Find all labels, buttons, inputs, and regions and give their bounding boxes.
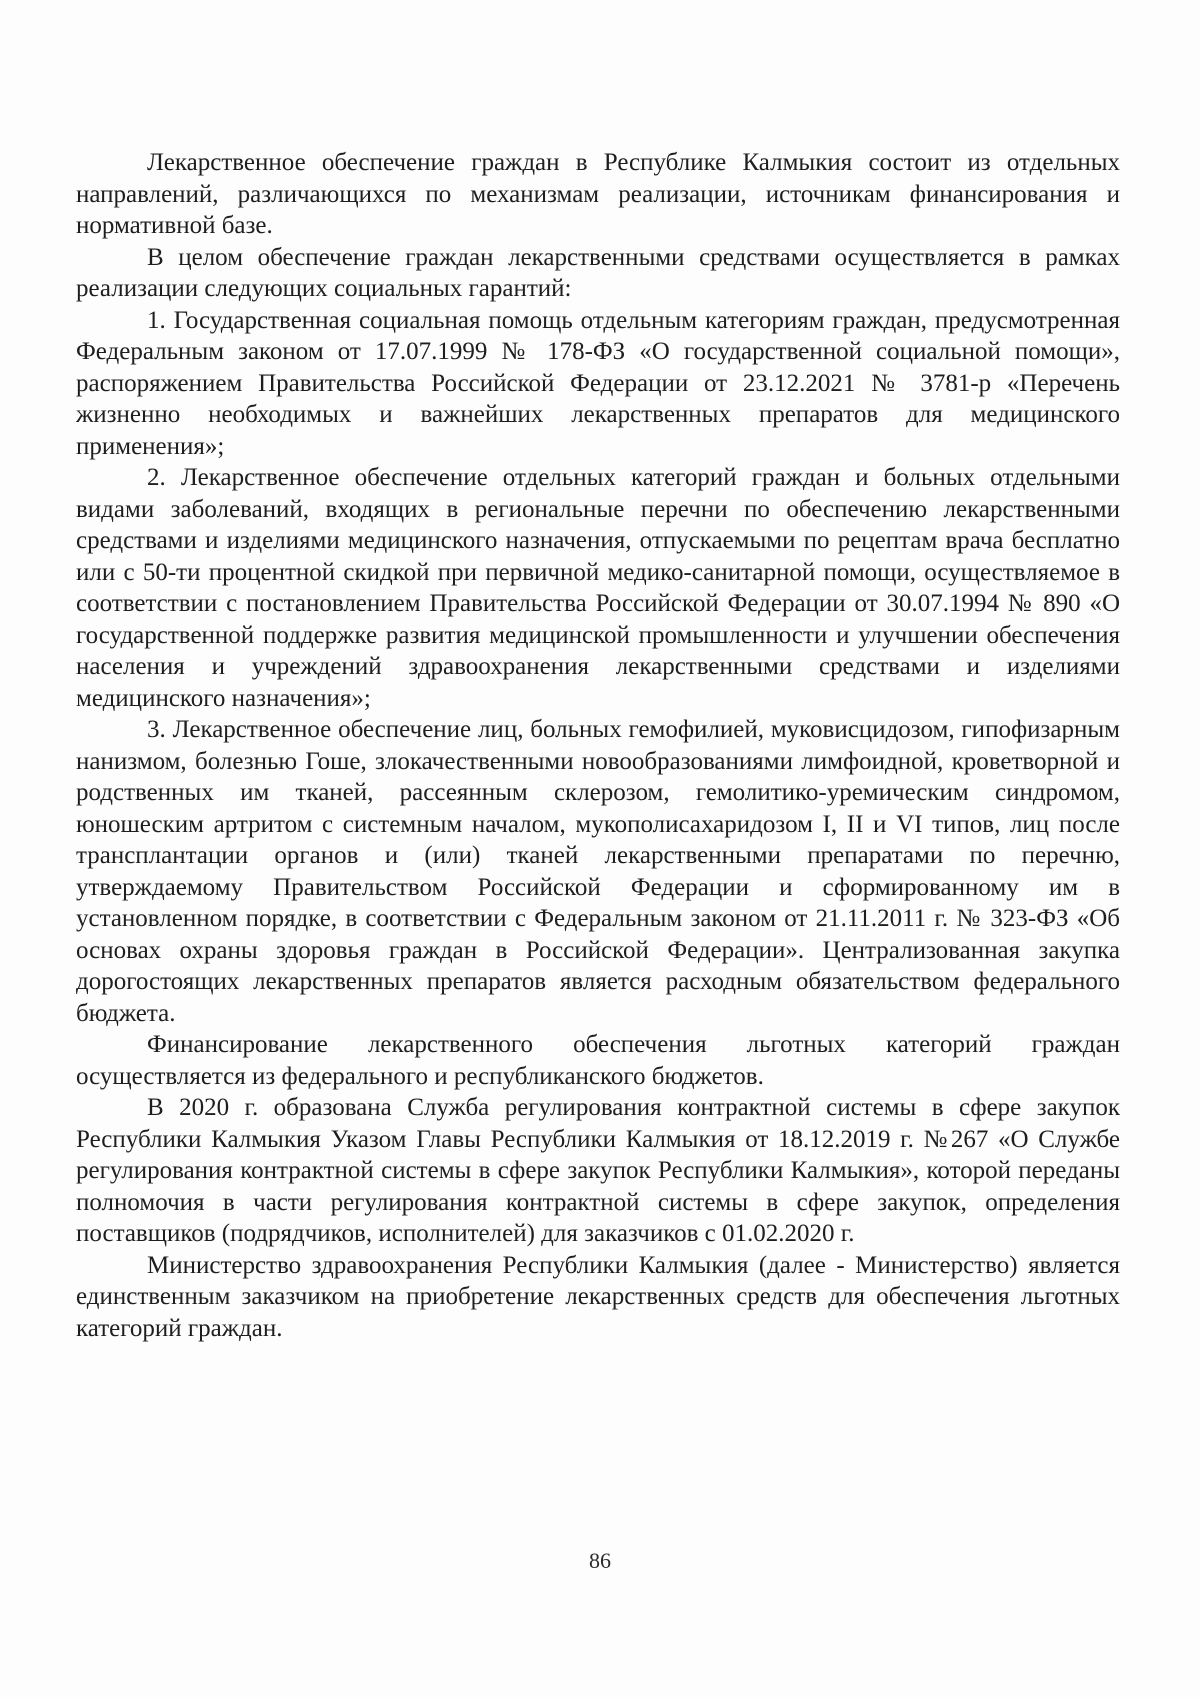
paragraph-item-1: 1. Государственная социальная помощь отдельным категориям граждан, предусмотренная Федеральным законом от 17.07.1999 № 178-ФЗ «О государственной социальной помощи», распоряжением Правительства Российской Федерации от 23.12.2021 № 3781-р «Перечень жизненно необходимых и важнейших лекарственных препаратов для медицинского применения»;: [76, 306, 1120, 460]
paragraph-item-2: 2. Лекарственное обеспечение отдельных категорий граждан и больных отдельными видами заболеваний, входящих в региональные перечни по обеспечению лекарственными средствами и изделиями медицинского назначения, отпускаемыми по рецептам врача бесплатно или с 50-ти процентной скидкой при первичной медико-санитарной помощи, осуществляемое в соответствии с постановлением Правительства Российской Федерации от 30.07.1994 № 890 «О государственной поддержке развития медицинской промышленности и улучшении обеспечения населения и учреждений здравоохранения лекарственными средствами и изделиями медицинского назначения»;: [76, 464, 1120, 712]
paragraph-ministry: Министерство здравоохранения Республики Калмыкия (далее - Министерство) является единственным заказчиком на приобретение лекарственных средств для обеспечения льготных категорий граждан.: [76, 1251, 1120, 1342]
body-text: [76, 147, 1120, 1344]
paragraph-item-3: 3. Лекарственное обеспечение лиц, больных гемофилией, муковисцидозом, гипофизарным нанизмом, болезнью Гоше, злокачественными новообразованиями лимфоидной, кроветворной и родственных им тканей, рассеянным склерозом, гемолитико-уремическим синдромом, юношеским артритом с системным началом, мукополисахаридозом I, II и VI типов, лиц после трансплантации органов и (или) тканей лекарственными препаратами по перечню, утверждаемому Правительством Российской Федерации и сформированному им в установленном порядке, в соответствии с Федеральным законом от 21.11.2011 г. № 323-ФЗ «Об основах охраны здоровья граждан в Российской Федерации». Централизованная закупка дорогостоящих лекарственных препаратов является расходным обязательством федерального бюджета.: [76, 716, 1120, 1027]
paragraph-guarantees: В целом обеспечение граждан лекарственными средствами осуществляется в рамках реализации следующих социальных гарантий:: [76, 243, 1120, 302]
page-number: 86: [589, 1548, 611, 1573]
paragraph-procurement-service: В 2020 г. образована Служба регулирования контрактной системы в сфере закупок Республики Калмыкия Указом Главы Республики Калмыкия от 18.12.2019 г. №267 «О Службе регулирования контрактной системы в сфере закупок Республики Калмыкия», которой переданы полномочия в части регулирования контрактной системы в сфере закупок, определения поставщиков (подрядчиков, исполнителей) для заказчиков с 01.02.2020 г.: [76, 1094, 1120, 1247]
paragraph-financing: Финансирование лекарственного обеспечения льготных категорий граждан осуществляется из федерального и республиканского бюджетов.: [76, 1031, 1120, 1090]
paragraph-intro: Лекарственное обеспечение граждан в Республике Калмыкия состоит из отдельных направлений, различающихся по механизмам реализации, источникам финансирования и нормативной базе.: [76, 149, 1120, 239]
